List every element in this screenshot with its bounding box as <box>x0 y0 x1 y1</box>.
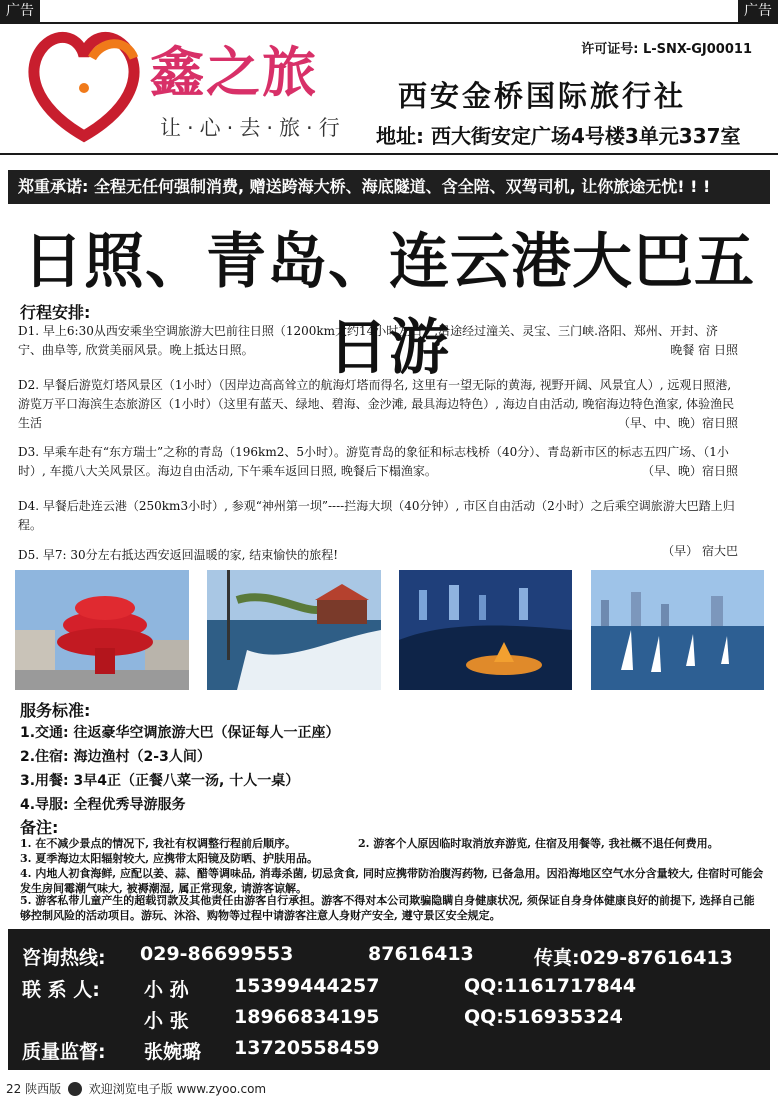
hotline-label: 咨询热线: <box>22 947 106 969</box>
day-meal: （早、中、晚）宿日照 <box>617 416 738 430</box>
ad-tag-left: 广告 <box>0 0 40 22</box>
supervisor-label: 质量监督: <box>22 1041 106 1063</box>
license-number: 许可证号: L-SNX-GJ00011 <box>581 42 752 57</box>
itinerary-day-1 <box>18 322 738 360</box>
day-meal: （早、晚）宿日照 <box>641 464 738 478</box>
day-text: D2. 早餐后游览灯塔风景区（1小时）（因岸边高高耸立的航海灯塔而得名, 这里有一望无际的黄海, 视野开阔、风景宜人）, 远观日照港, 游览万平口海滨生态旅游区（1小时）（这里有蓝天、绿地、碧海、金沙滩, 最具海边特色）, 海边自由活动, 晚宿海边特色渔家, 体验渔民生活 <box>18 378 735 430</box>
note-item: 3. 夏季海边太阳辐射较大, 应携带太阳镜及防晒、护肤用品。 <box>20 852 318 865</box>
heart-logo-icon <box>22 28 152 148</box>
agency-name: 西安金桥国际旅行社 <box>398 79 687 113</box>
note-item: 2. 游客个人原因临时取消放弃游览, 住宿及用餐等, 我社概不退任何费用。 <box>358 837 719 850</box>
site-logo-icon <box>68 1082 82 1096</box>
contact-person-2-name: 小 张 <box>144 1010 189 1032</box>
note-item: 4. 内地人初食海鲜, 应配以姜、蒜、醋等调味品, 消毒杀菌, 切忌贪食, 同时应携带防治腹泻药物, 已备急用。因沿海地区空气水分含量较大, 住宿时可能会发生房间霉潮气味大, 被褥潮湿, 属正常现象, 请游客谅解。 <box>20 867 764 895</box>
contact-person-2-phone: 18966834195 <box>234 1006 380 1028</box>
promise-banner: 郑重承诺: 全程无任何强制消费, 赠送跨海大桥、海底隧道、含全陪、双驾司机, 让你旅途无忧! ! ! <box>8 170 770 204</box>
service-item: 1.交通: 往返豪华空调旅游大巴（保证每人一正座） <box>20 725 340 741</box>
service-item: 4.导服: 全程优秀导游服务 <box>20 797 186 813</box>
contact-person-2-qq: QQ:516935324 <box>464 1006 623 1028</box>
footer-url[interactable]: www.zyoo.com <box>176 1082 267 1096</box>
hotline-number-1: 029-86699553 <box>140 943 294 965</box>
contact-person-1-phone: 15399444257 <box>234 975 380 997</box>
note-item: 5. 游客私带儿童产生的超载罚款及其他责任由游客自行承担。游客不得对本公司欺骗隐瞒自身健康状况, 须保证自身身体健康良好的前提下, 选择自己能够控制风险的活动项目。游玩、沐浴、购物等过程中请游客注意人身财产安全, 遵守景区安全规定。 <box>20 894 755 922</box>
day-text: D5. 早7: 30分左右抵达西安返回温暖的家, 结束愉快的旅程! <box>18 548 339 562</box>
contact-person-label: 联 系 人: <box>22 979 100 1001</box>
hotline-number-2: 87616413 <box>368 943 474 965</box>
day-meal: 晚餐 宿 日照 <box>670 343 738 357</box>
photo-night-coast <box>399 570 572 690</box>
photo-trestle-bridge <box>207 570 381 690</box>
edition-label: 陕西版 <box>25 1082 62 1096</box>
ad-tag-right: 广告 <box>738 0 778 22</box>
supervisor-phone: 13720558459 <box>234 1037 380 1059</box>
day-text: D3. 早乘车赴有“东方瑞士”之称的青岛（196km2、5小时）。游览青岛的象征和标志栈桥（40分）、青岛新市区的标志五四广场、（1小时）, 车揽八大关风景区。海边自由活动, 下午乘车返回日照, 晚餐后下榻渔家。 <box>18 445 729 478</box>
itinerary-day-2 <box>18 376 738 433</box>
brand-slogan: 让·心·去·旅·行 <box>160 116 346 140</box>
notes-label: 备注: <box>20 818 59 837</box>
supervisor-name: 张婉璐 <box>144 1041 202 1063</box>
page-footer <box>6 1080 266 1097</box>
service-item: 3.用餐: 3早4正（正餐八菜一汤, 十人一桌） <box>20 773 300 789</box>
header-divider <box>0 153 778 155</box>
brand-name: 鑫之旅 <box>150 40 318 104</box>
itinerary-label: 行程安排: <box>20 303 91 322</box>
contact-person-1-name: 小 孙 <box>144 979 189 1001</box>
photo-may-fourth-square <box>15 570 189 690</box>
contact-panel <box>8 929 770 1070</box>
itinerary-day-3 <box>18 443 738 481</box>
services-label: 服务标准: <box>20 701 91 720</box>
day-text: D1. 早上6:30从西安乘坐空调旅游大巴前往日照（1200km大约14小时左右）,沿途经过潼关、灵宝、三门峡.洛阳、郑州、开封、济宁、曲阜等, 欣赏美丽风景。晚上抵达日照。 <box>18 324 718 357</box>
day-text: D4. 早餐后赴连云港（250km3小时）, 参观“神州第一坝”----拦海大坝（40分钟）, 市区自由活动（2小时）之后乘空调旅游大巴踏上归程。 <box>18 499 735 532</box>
page-number: 22 <box>6 1082 22 1096</box>
top-divider <box>0 22 778 24</box>
photo-sailboats <box>591 570 764 690</box>
fax-number: 传真:029-87616413 <box>534 947 733 969</box>
footer-text: 欢迎浏览电子版 <box>88 1082 173 1096</box>
page-title: 日照、青岛、连云港大巴五日游 <box>23 227 755 383</box>
service-item: 2.住宿: 海边渔村（2-3人间） <box>20 749 211 765</box>
agency-address: 地址: 西大街安定广场4号楼3单元337室 <box>376 124 741 148</box>
contact-person-1-qq: QQ:1161717844 <box>464 975 637 997</box>
itinerary-day-5 <box>18 546 738 565</box>
note-item: 1. 在不减少景点的情况下, 我社有权调整行程前后顺序。 <box>20 837 296 850</box>
day-meal: （早） 宿大巴 <box>662 544 738 558</box>
